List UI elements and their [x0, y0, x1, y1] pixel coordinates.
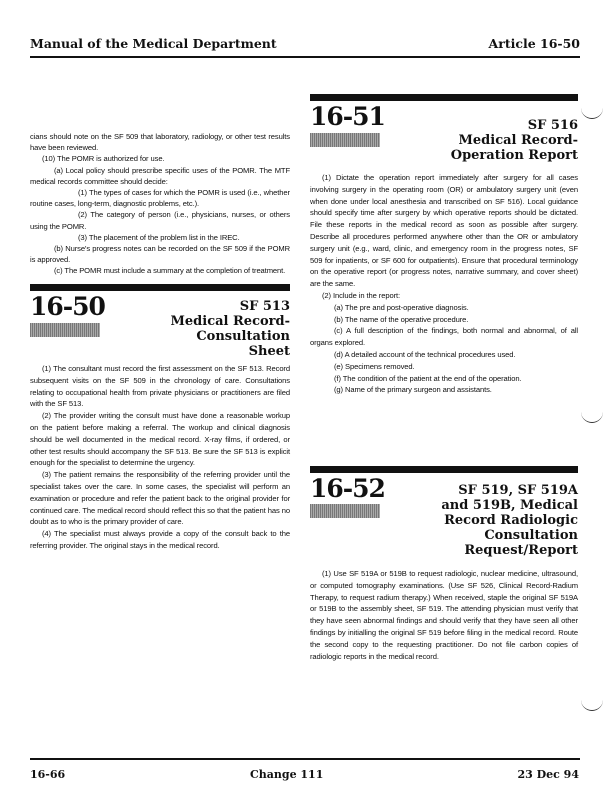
- section-title-line: and 519B, Medical: [441, 498, 578, 513]
- section-body: [310, 172, 578, 396]
- paragraph: (1) The types of cases for which the POMR is used (i.e., whether routine cases, long-term, diagnostic problems, etc.).: [30, 188, 290, 209]
- section-title-line: SF 519, SF 519A: [458, 483, 578, 498]
- running-header-title: Manual of the Medical Department: [30, 36, 277, 51]
- intro-text: [30, 131, 290, 277]
- section-body: [30, 363, 290, 552]
- section-title-line: Request/Report: [464, 543, 578, 558]
- paragraph: (2) Include in the report:: [322, 290, 401, 300]
- paragraph: (2) The category of person (i.e., physicians, nurses, or others using the POMR.: [30, 210, 290, 231]
- paragraph: (d) A detailed account of the technical procedures used.: [334, 349, 516, 359]
- paragraph: (g) Name of the primary surgeon and assistants.: [334, 385, 492, 395]
- page-number: 16-66: [30, 768, 66, 781]
- section-title: [398, 118, 578, 163]
- paragraph: cians should note on the SF 509 that laboratory, radiology, or other test results have been reviewed.: [30, 132, 290, 153]
- paragraph: (4) The specialist must always provide a copy of the consult back to the referring provider. The original stays in the medical record.: [30, 529, 290, 550]
- section-title-line: Record Radiologic: [444, 513, 578, 528]
- paragraph: (3) The patient remains the responsibility of the referring provider until the specialist takes over the care. In some cases, the specialist will perform an examination or procedure and refer the patient back to the original provider for continued care. The medical record should reflect this so that the patient has no doubt as to who is the primary provider of care.: [30, 470, 290, 527]
- section-title-line: Consultation: [196, 329, 290, 344]
- paragraph: (a) Local policy should prescribe specific uses of the POMR. The MTF medical records committee should decide:: [30, 165, 290, 186]
- section-title-line: Operation Report: [450, 148, 578, 163]
- section-title: [378, 483, 578, 558]
- paragraph: (c) The POMR must include a summary at the completion of treatment.: [54, 266, 286, 276]
- section-title-line: SF 513: [239, 299, 290, 314]
- section-number: 16-51: [310, 102, 385, 131]
- section-bar: [30, 284, 290, 291]
- section-bar: [310, 466, 578, 473]
- paragraph: (10) The POMR is authorized for use.: [42, 154, 165, 164]
- section-number: 16-52: [310, 474, 385, 503]
- paragraph: (c) A full description of the findings, both normal and abnormal, of all organs explored.: [310, 326, 578, 348]
- section-title-line: Medical Record-: [458, 133, 578, 148]
- paragraph: (e) Specimens removed.: [334, 361, 415, 371]
- paragraph: (a) The pre and post-operative diagnosis.: [334, 302, 469, 312]
- section-title-line: Consultation: [484, 528, 578, 543]
- footer-rule: [30, 758, 580, 760]
- section-number: 16-50: [30, 292, 105, 321]
- section-title-line: Medical Record-: [170, 314, 290, 329]
- section-title: [120, 299, 290, 359]
- paragraph: (3) The placement of the problem list in the IREC.: [78, 232, 240, 242]
- running-header-article: Article 16-50: [488, 36, 580, 51]
- header-rule: [30, 56, 580, 58]
- paragraph: (2) The provider writing the consult must have done a reasonable workup on the patient before making a referral. The workup and clinical diagnosis should be well documented in the medical record. X-ray films, if ordered, or other test results should accompany the SF 513. Be sure the SF 513 is explicit enough for the specialist to determine the urgency.: [30, 411, 290, 468]
- section-title-line: Sheet: [248, 344, 290, 359]
- section-shade: [310, 133, 380, 147]
- section-shade: [30, 323, 100, 337]
- section-title-line: SF 516: [527, 118, 578, 133]
- section-bar: [310, 94, 578, 101]
- paragraph: (1) Use SF 519A or 519B to request radiologic, nuclear medicine, ultrasound, or computed tomography examinations. (Use SF 526, Clinical Record-Radium Therapy, to request radium therapy.) When received, staple the original SF 519A or 519B to the assembly sheet, SF 519. The attending physician must verify that they have seen abnormal findings and should verify that they have seen all other findings by initialling the original SF 519 before filing in the medical record. Route the second copy to the requesting practitioner. Do not file carbon copies of radiologic reports in the medical record.: [310, 569, 578, 661]
- binder-mark: [581, 108, 603, 119]
- page-date: 23 Dec 94: [517, 768, 579, 781]
- binder-mark: [581, 700, 603, 711]
- change-number: Change 111: [250, 768, 324, 781]
- paragraph: (1) The consultant must record the first assessment on the SF 513. Record subsequent visits on the SF 509 in the chronology of care. Consultations relating to occupational health from private physicians or practitioners are filed with the SF 513.: [30, 364, 290, 409]
- paragraph: (b) The name of the operative procedure.: [334, 314, 469, 324]
- paragraph: (b) Nurse's progress notes can be recorded on the SF 509 if the POMR is approved.: [30, 244, 290, 265]
- paragraph: (f) The condition of the patient at the end of the operation.: [334, 373, 522, 383]
- section-shade: [310, 504, 380, 518]
- section-body: [310, 568, 578, 662]
- paragraph: (1) Dictate the operation report immediately after surgery for all cases involving surgery in the operating room (OR) or ambulatory surgery unit (even when done under local anesthesia and transcribed on SF 516). Local guidance should specify time after surgery by which operative reports should be dictated. File these reports in the medical record as soon as possible after surgery. Describe all procedures performed anywhere other than the OR or ambulatory surgery unit (e.g., ward, clinic, and emergency room in the progress notes, SF 509 for inpatients, or SF 600 for outpatients). Ensure that procedural terminology on the operative report (or progress notes, narrative summary, and cover sheet) are the same.: [310, 173, 578, 289]
- binder-mark: [581, 412, 603, 423]
